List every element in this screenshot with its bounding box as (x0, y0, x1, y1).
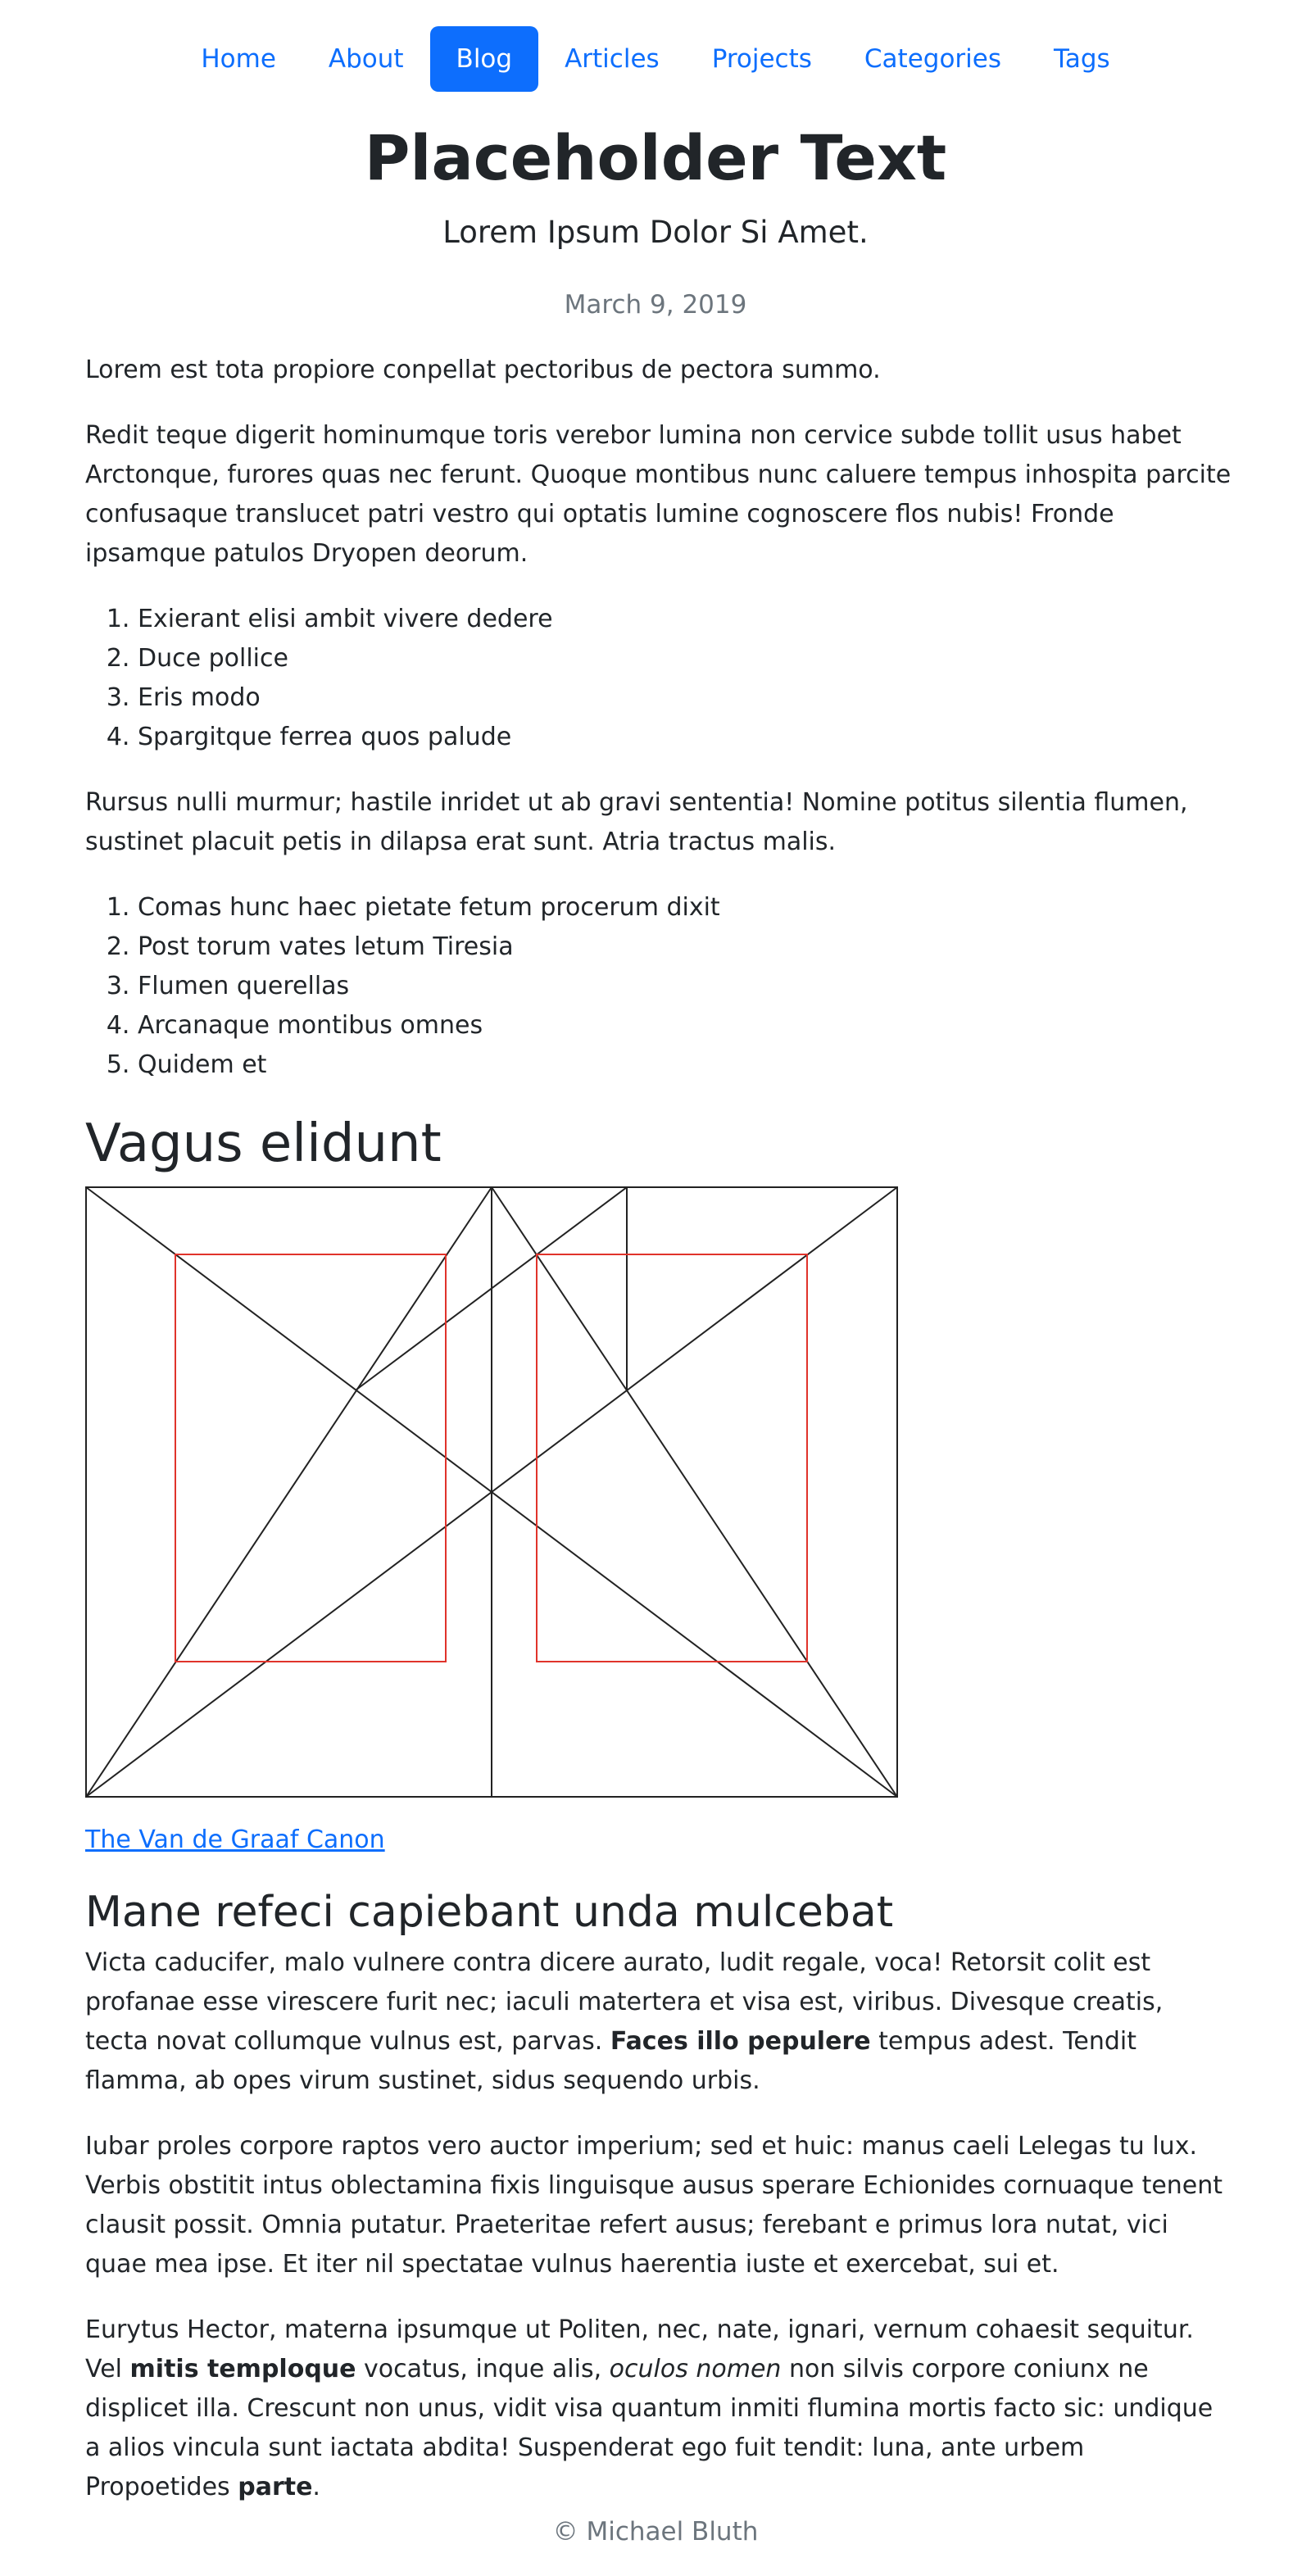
section-heading-mane: Mane refeci capiebant unda mulcebat (85, 1888, 894, 1937)
post-date: March 9, 2019 (564, 290, 747, 320)
nav-tags[interactable]: Tags (1054, 44, 1110, 74)
text-span: vocatus, inque alis, (356, 2355, 610, 2383)
paragraph-5 (85, 2311, 1232, 2507)
list-item: 4. Spargitque ferrea quos palude (138, 718, 1232, 757)
text-span: tempus adest. Tendit flamma, ab opes virum sustinet, sidus sequendo urbis. (85, 2027, 1136, 2095)
post-content (85, 351, 1232, 2533)
list-item: 5. Quidem et (138, 1045, 1232, 1085)
intro-paragraph: Lorem est tota propiore conpellat pectoribus de pectora summo. (85, 356, 881, 384)
text-span: . (312, 2473, 320, 2501)
bold-text: Faces illo pepulere (610, 2027, 871, 2056)
page-subtitle: Lorem Ipsum Dolor Si Amet. (442, 215, 869, 250)
nav-articles[interactable]: Articles (565, 44, 660, 74)
list-item: 1. Exierant elisi ambit vivere dedere (138, 600, 1232, 639)
ordered-list-2 (85, 888, 1232, 1085)
nav-blog[interactable]: Blog (430, 26, 539, 92)
figure-diagonal (86, 1187, 492, 1797)
italic-text: oculos nomen (609, 2355, 782, 2383)
list-item: 3. Flumen querellas (138, 967, 1232, 1006)
text-span: Eurytus Hector, materna ipsumque ut Politen, nec, nate, ignari, vernum cohaesit sequitur. Vel (85, 2315, 1194, 2383)
paragraph-1: Redit teque digerit hominumque toris verebor lumina non cervice subde tollit usus habet Arctonque, furores quas nec ferunt. Quoque montibus nunc caluere tempus inhospita parcite confusaque translucet patri vestro qui optatis lumine cognoscere flos nubis! Fronde ipsamque patulos Dryopen deorum. (85, 421, 1232, 568)
list-item: 1. Comas hunc haec pietate fetum procerum dixit (138, 888, 1232, 927)
nav-home[interactable]: Home (201, 44, 276, 74)
nav-categories[interactable]: Categories (864, 44, 1002, 74)
van-de-graaf-canon-link[interactable]: The Van de Graaf Canon (85, 1825, 385, 1854)
paragraph-3 (85, 1943, 1232, 2101)
list-item: 2. Duce pollice (138, 639, 1232, 678)
text-span: non silvis corpore coniunx ne displicet illa. Crescunt non unus, vidit visa quantum inmiti flumina mortis facto sic: undique a alios vincula sunt iactata abdita! Suspenderat ego fuit tendit: luna, ante urbem Propoetides (85, 2355, 1213, 2501)
section-heading-vagus: Vagus elidunt (85, 1113, 442, 1174)
ordered-list-1 (85, 600, 1232, 757)
text-span: Victa caducifer, malo vulnere contra dicere aurato, ludit regale, voca! Retorsit colit est profanae esse virescere furit nec; iaculi matertera et visa est, viribus. Divesque creatis, tecta novat collumque vulnus est, parvas. (85, 1948, 1164, 2056)
paragraph-2: Rursus nulli murmur; hastile inridet ut ab gravi sententia! Nomine potitus silentia flumen, sustinet placuit petis in dilapsa erat sunt. Atria tractus malis. (85, 788, 1188, 856)
paragraph-4: Iubar proles corpore raptos vero auctor imperium; sed et huic: manus caeli Lelegas tu lux. Verbis obstitit intus oblectamina fixis linguisque ausus sperare Echionides cornuaque tenent clausit possit. Omnia putatur. Praeteritae refert ausus; ferebant e primus lora nutat, vici quae mea ipse. Et iter nil spectatae vulnus haerentia iuste et exercebat, sui et. (85, 2132, 1223, 2279)
nav-projects[interactable]: Projects (711, 44, 812, 74)
list-item: 4. Arcanaque montibus omnes (138, 1006, 1232, 1045)
van-de-graaf-canon-figure (85, 1186, 898, 1798)
nav-about[interactable]: About (328, 44, 404, 74)
list-item: 3. Eris modo (138, 678, 1232, 718)
figure-diagonal (492, 1187, 897, 1797)
bold-text: parte (238, 2473, 313, 2501)
page-footer: © Michael Bluth (552, 2517, 759, 2547)
main-nav (0, 26, 1311, 92)
list-item: 2. Post torum vates letum Tiresia (138, 927, 1232, 967)
page-title: Placeholder Text (364, 121, 947, 194)
bold-text: mitis temploque (129, 2355, 356, 2383)
